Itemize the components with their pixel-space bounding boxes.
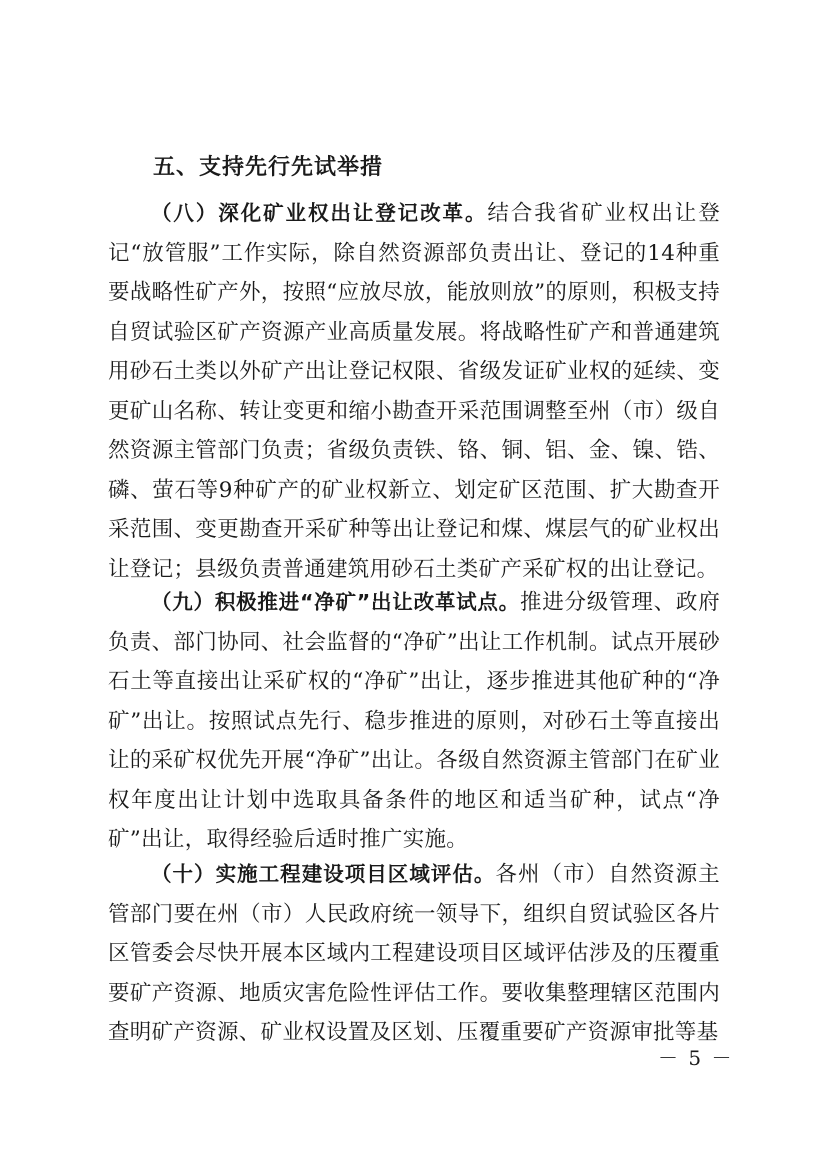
section-heading: 五、支持先行先试举措 <box>153 155 384 180</box>
paragraph-lead-heading: （八）深化矿业权出让登记改革。 <box>151 201 488 225</box>
paragraph-mining-rights-reform <box>108 194 720 589</box>
page-number: － 5 － <box>658 1046 734 1070</box>
paragraph-body-text: 各州（市）自然资源主管部门要在州（市）人民政府统一领导下，组织自贸试验区各片区管委会尽快开展本区域内工程建设项目区域评估涉及的压覆重要矿产资源、地质灾害危险性评估工作。要收集整理辖区范围内查明矿产资源、矿业权设置及区划、压覆重要矿产资源审批等基 <box>108 862 720 1045</box>
paragraph-regional-assessment <box>108 855 720 1053</box>
paragraph-lead-heading: （九）积极推进“净矿”出让改革试点。 <box>151 590 520 614</box>
paragraph-lead-heading: （十）实施工程建设项目区域评估。 <box>151 862 496 886</box>
paragraph-clean-mine-pilot <box>108 583 720 860</box>
paragraph-body-text: 结合我省矿业权出让登记“放管服”工作实际，除自然资源部负责出让、登记的14种重要战略性矿产外，按照“应放尽放，能放则放”的原则，积极支持自贸试验区矿产资源产业高质量发展。将战略性矿产和普通建筑用砂石土类以外矿产出让登记权限、省级发证矿业权的延续、变更矿山名称、转让变更和缩小勘查开采范围调整至州（市）级自然资源主管部门负责；省级负责铁、铬、铜、铝、金、镍、锆、磷、萤石等9种矿产的矿业权新立、划定矿区范围、扩大勘查开采范围、变更勘查开采矿种等出让登记和煤、煤层气的矿业权出让登记；县级负责普通建筑用砂石土类矿产采矿权的出让登记。 <box>108 201 720 582</box>
paragraph-body-text: 推进分级管理、政府负责、部门协同、社会监督的“净矿”出让工作机制。试点开展砂石土等直接出让采矿权的“净矿”出让，逐步推进其他矿种的“净矿”出让。按照试点先行、稳步推进的原则，对砂石土等直接出让的采矿权优先开展“净矿”出让。各级自然资源主管部门在矿业权年度出让计划中选取具备条件的地区和适当矿种，试点“净矿”出让，取得经验后适时推广实施。 <box>108 590 720 852</box>
